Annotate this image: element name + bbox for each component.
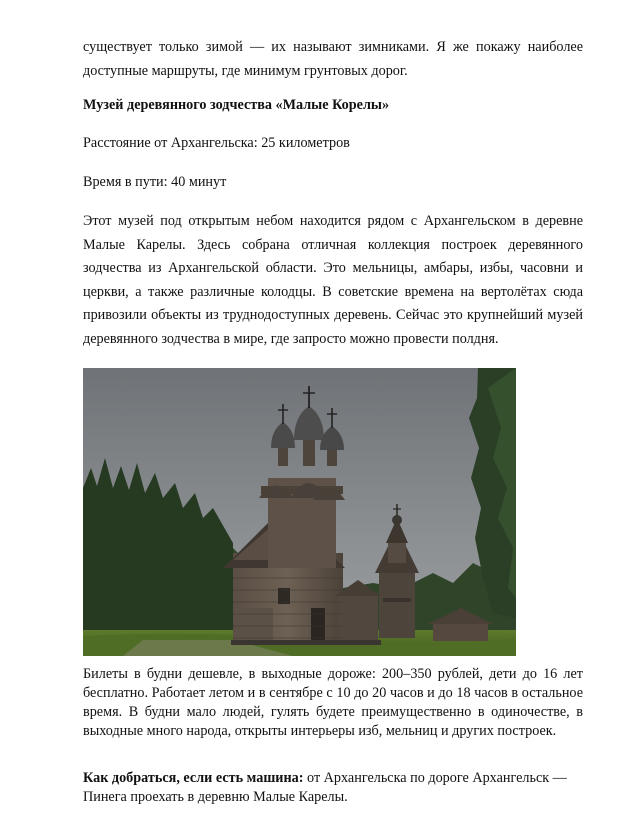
museum-paragraph: Этот музей под открытым небом находится рядом с Архангельском в деревне Малые Карелы. Здесь собрана отличная коллекция построек деревянного зодчества из Архангельской области. Это мельницы, амбары, избы, часовни и церкви, а также различные колодцы. В советские времена на вертолётах сюда привозили объекты из труднодоступных деревень. Сейчас это крупнейший музей деревянного зодчества в мире, где запросто можно провести полдня. [83,213,583,347]
intro-paragraph: существует только зимой — их называют зимниками. Я же покажу наиболее доступные маршруты, где минимум грунтовых дорог. [83,39,583,79]
tickets-paragraph: Билеты в будни дешевле, в выходные дороже: 200–350 рублей, дети до 16 лет бесплатно. Работает летом и в сентябре с 10 до 20 часов и до 18 часов в остальное время. В будни мало людей, гулять будете преимущественно в одиночестве, в выходные много народа, открыты интерьеры изб, мельниц и других построек. [83,666,583,739]
car-directions-paragraph [83,769,583,807]
car-directions-text: от Архангельска по дороге Архангельск — Пинега проехать в деревню Малые Карелы. [83,770,567,805]
car-directions-label: Как добраться, если есть машина: [83,770,304,786]
wooden-church-photo [83,368,516,656]
distance-line: Расстояние от Архангельска: 25 километров [83,135,350,151]
time-line: Время в пути: 40 минут [83,174,227,190]
museum-heading: Музей деревянного зодчества «Малые Корелы» [83,97,390,113]
